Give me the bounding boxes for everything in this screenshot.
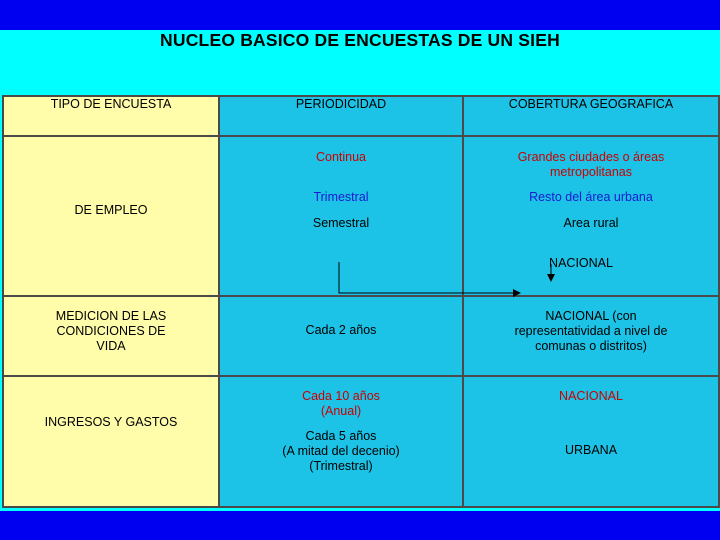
table-row-condiciones-vida (3, 296, 719, 376)
text-ingresos-gastos: INGRESOS Y GASTOS (44, 415, 178, 429)
text-nacional-con: NACIONAL (con (545, 309, 637, 323)
cell-periodicidad-ingresos (219, 376, 463, 507)
text-anual: (Anual) (320, 404, 362, 418)
text-continua: Continua (315, 150, 367, 164)
text-medicion-1: MEDICION DE LAS (55, 309, 167, 323)
text-medicion-3: VIDA (96, 339, 126, 353)
text-area-rural: Area rural (563, 216, 619, 230)
cell-periodicidad-condiciones (219, 296, 463, 376)
text-cada-10-anos: Cada 10 años (302, 389, 380, 403)
text-medicion-2: CONDICIONES DE (56, 324, 166, 338)
cell-cobertura-ingresos (463, 376, 719, 507)
text-representatividad: representatividad a nivel de (514, 324, 668, 338)
text-semestral: Semestral (312, 216, 370, 230)
table-header-row (3, 96, 719, 136)
cell-cobertura-condiciones (463, 296, 719, 376)
survey-table (2, 95, 720, 508)
cell-periodicidad-empleo (219, 136, 463, 296)
text-mitad-decenio: (A mitad del decenio) (282, 444, 400, 458)
cell-tipo-condiciones (3, 296, 219, 376)
table-row-empleo (3, 136, 719, 296)
text-de-empleo: DE EMPLEO (74, 203, 148, 217)
cell-tipo-ingresos (3, 376, 219, 507)
text-grandes-ciudades: Grandes ciudades o áreas (517, 150, 665, 164)
header-periodicidad: PERIODICIDAD (219, 96, 463, 136)
text-resto-area-urbana: Resto del área urbana (529, 190, 653, 204)
header-tipo: TIPO DE ENCUESTA (3, 96, 219, 136)
text-nacional-empleo: NACIONAL (549, 256, 613, 270)
slide-title: NUCLEO BASICO DE ENCUESTAS DE UN SIEH (160, 30, 560, 50)
text-cada-5-anos: Cada 5 años (305, 429, 377, 443)
text-trimestral-ingresos: (Trimestral) (309, 459, 373, 473)
cell-tipo-empleo (3, 136, 219, 296)
text-urbana: URBANA (564, 443, 618, 457)
table-row-ingresos-gastos (3, 376, 719, 507)
text-cada-2-anos: Cada 2 años (305, 323, 377, 337)
text-comunas-distritos: comunas o distritos) (535, 339, 647, 353)
text-metropolitanas: metropolitanas (550, 165, 632, 179)
cell-cobertura-empleo (463, 136, 719, 296)
header-cobertura: COBERTURA GEOGRAFICA (463, 96, 719, 136)
text-nacional-ingresos: NACIONAL (559, 389, 623, 403)
text-trimestral: Trimestral (313, 190, 369, 204)
